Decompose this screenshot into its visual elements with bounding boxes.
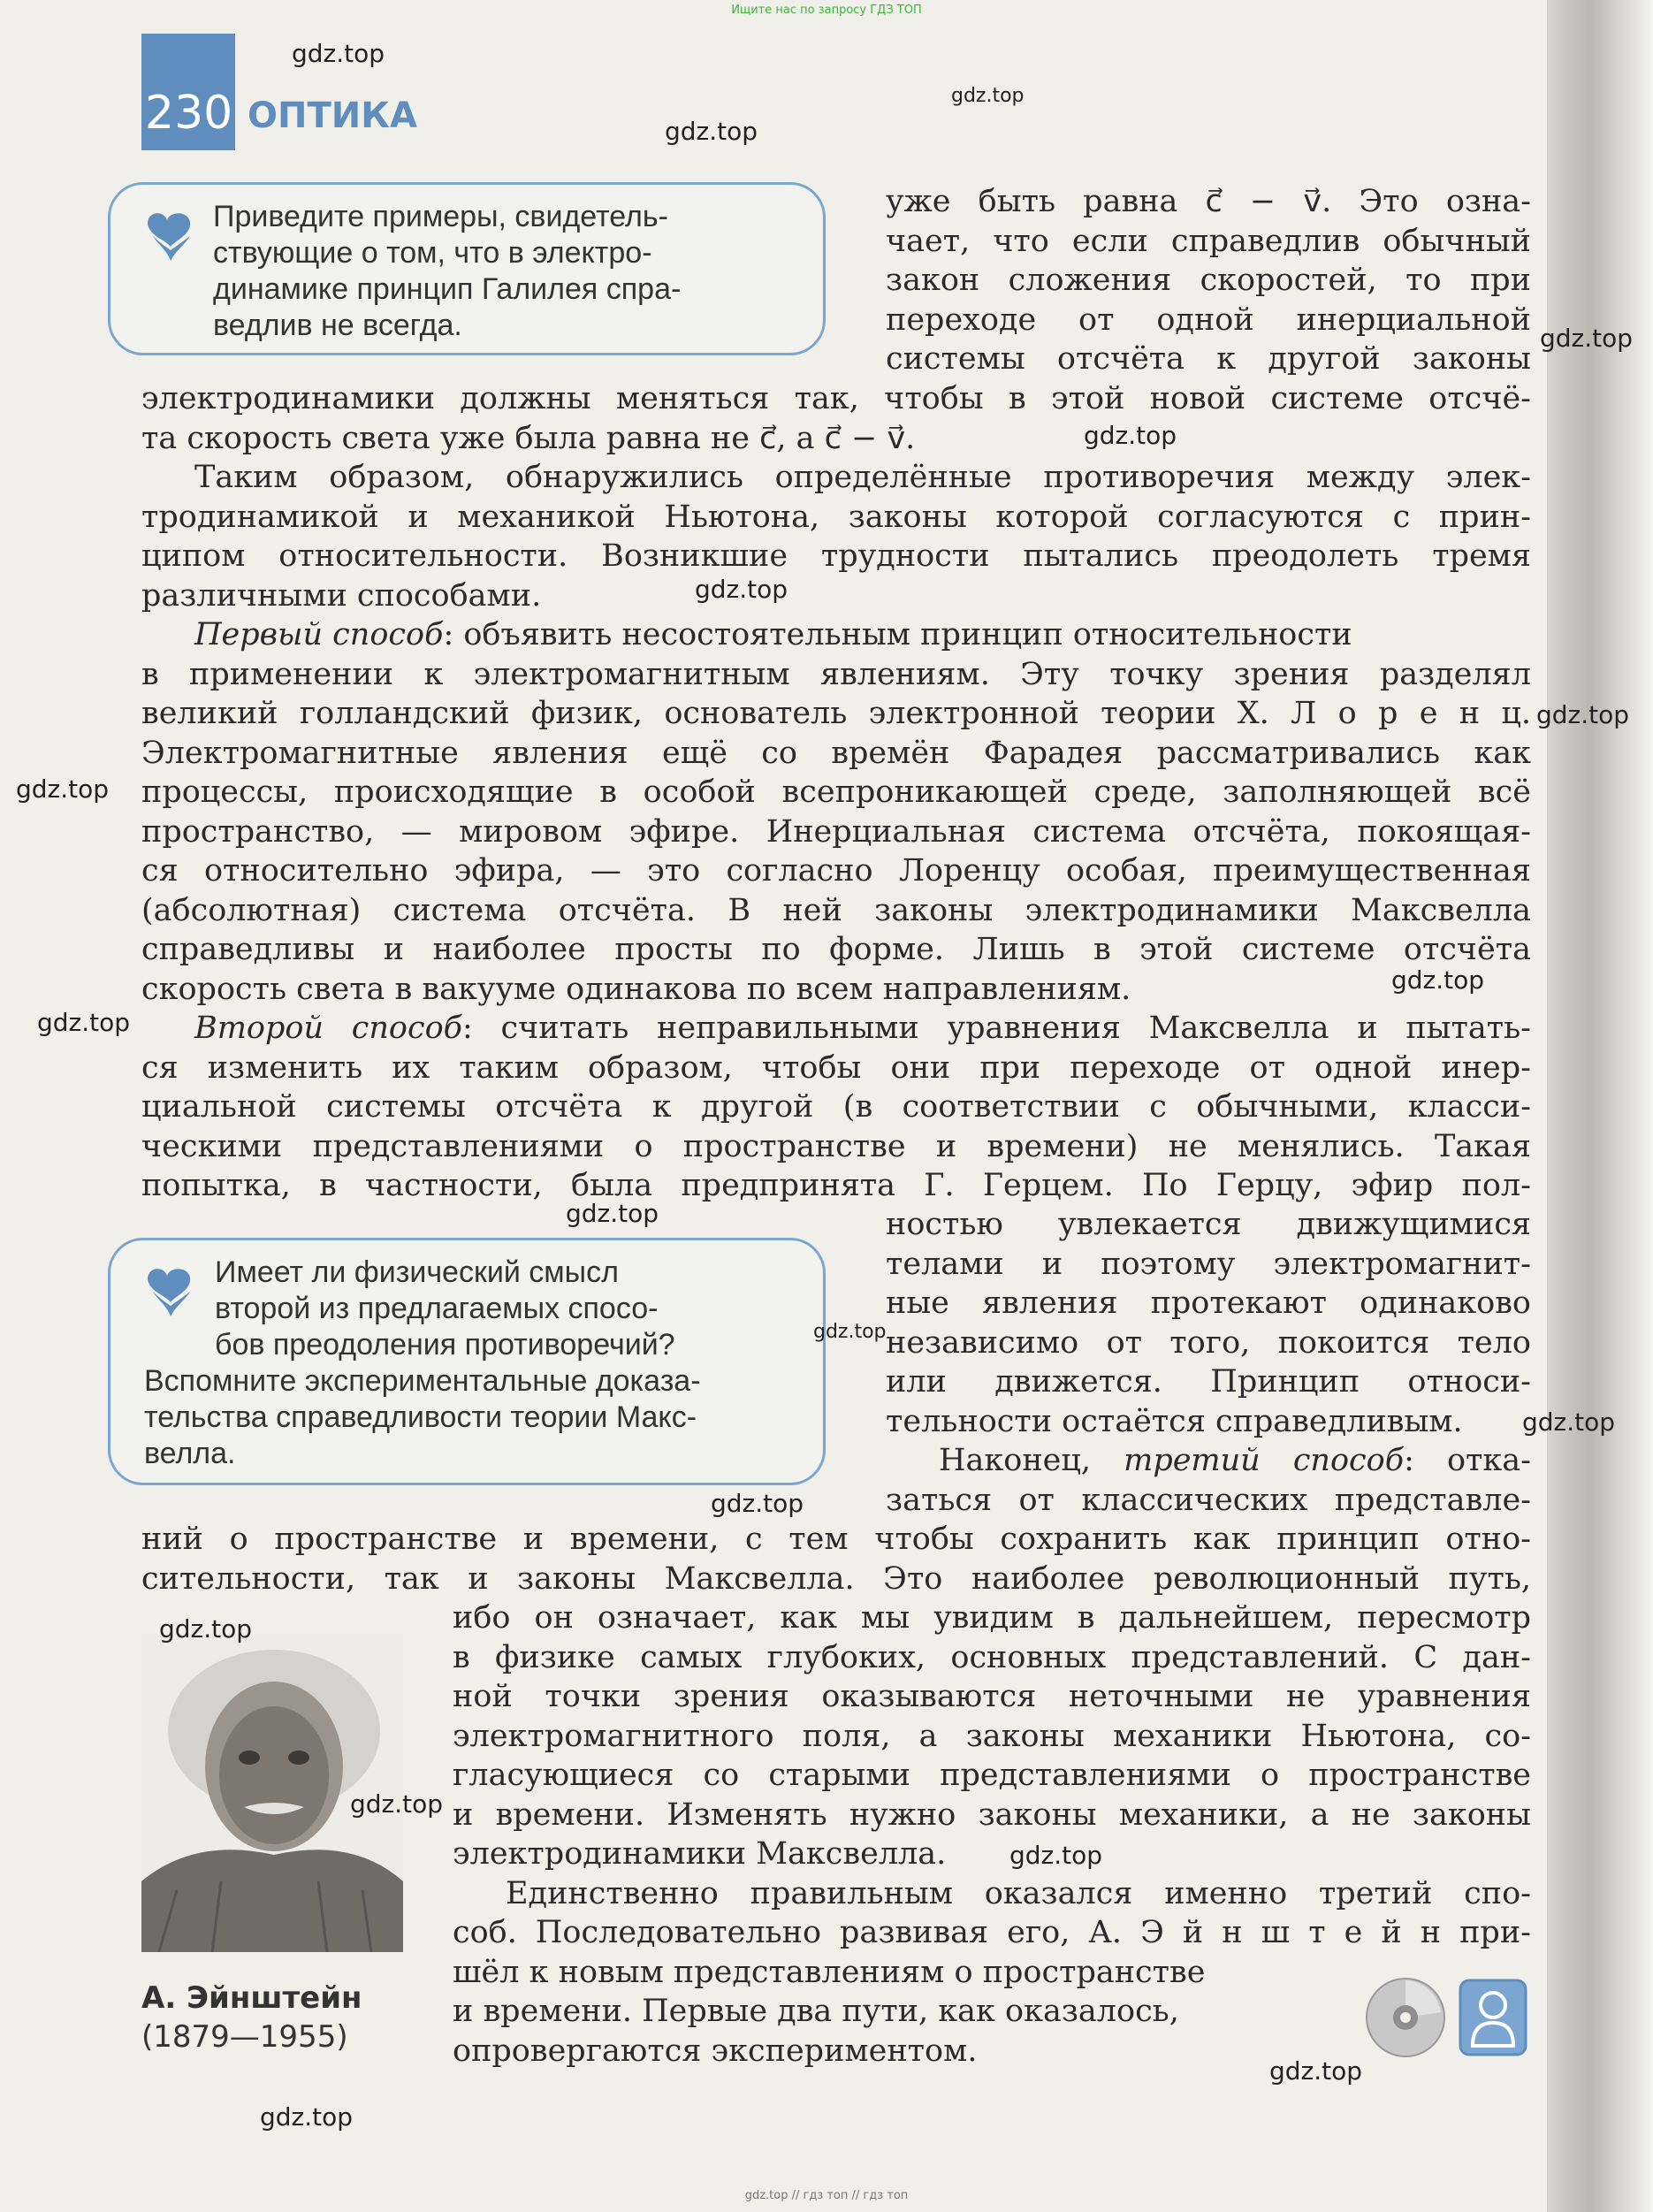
text-line: соб. Последовательно развивая его, А. Э й н ш т е й н при- — [453, 1915, 1531, 1950]
text-line: электромагнитного поля, а законы механики Ньютона, со- — [453, 1718, 1531, 1754]
text-block-3 — [141, 615, 1531, 1009]
text-line: электродинамики должны меняться так, чтобы в этой новой системе отсчё- — [141, 381, 1531, 416]
portrait-caption-name: А. Эйнштейн — [141, 1980, 362, 2016]
text-line: ные явления протекают одинаково — [886, 1285, 1531, 1321]
text-line: или движется. Принцип относи- — [886, 1364, 1531, 1400]
text-line: заться от классических представле- — [886, 1482, 1531, 1518]
text-fragment: : отка- — [1404, 1443, 1531, 1478]
text-line: великий голландский физик, основатель электронной теории Х. Л о р е н ц. — [141, 696, 1531, 731]
question-box-1 — [108, 182, 826, 355]
text-line — [886, 1441, 1531, 1481]
watermark: gdz.top — [813, 1321, 887, 1343]
text-line: процессы, происходящие в особой всепроникающей среде, заполняющей всё — [141, 774, 1531, 810]
watermark: gdz.top — [159, 1614, 253, 1644]
text-line: ностью увлекается движущимися — [886, 1207, 1531, 1242]
text-line: ципом относительности. Возникшие трудности пытались преодолеть тремя — [141, 538, 1531, 574]
section-title: ОПТИКА — [248, 95, 417, 136]
text-line: ний о пространстве и времени, с тем чтобы сохранить как принцип отно- — [141, 1522, 1531, 1557]
text-line: ибо он означает, как мы увидим в дальнейшем, пересмотр — [453, 1600, 1531, 1636]
text-line: телами и поэтому электромагнит- — [886, 1246, 1531, 1282]
watermark: gdz.top — [1391, 965, 1485, 995]
text-line — [141, 615, 1531, 655]
method-1-label: Первый способ — [194, 617, 444, 652]
watermark: gdz.top — [1269, 2056, 1363, 2086]
text-line: ся изменить их таким образом, чтобы они при переходе от одной инер- — [141, 1049, 1531, 1086]
method-2-label: Второй способ — [194, 1011, 463, 1046]
text-line: чает, что если справедлив обычный — [886, 223, 1531, 259]
text-line: уже быть равна c⃗ − v⃗. Это озна- — [886, 184, 1531, 219]
text-line: системы отсчёта к другой законы — [886, 341, 1531, 377]
watermark: gdz.top — [1536, 700, 1630, 729]
watermark: gdz.top — [16, 774, 110, 804]
portrait-caption-years: (1879—1955) — [141, 2019, 348, 2055]
cd-disc-icon — [1365, 1977, 1446, 2058]
text-block-1-right — [886, 182, 1531, 379]
person-icon — [1459, 1979, 1527, 2056]
text-line: тродинамикой и механикой Ньютона, законы которой согласуются с прин- — [141, 499, 1531, 535]
watermark: gdz.top — [1084, 421, 1177, 450]
text-line: ческими представлениями о пространстве и времени) не менялись. Такая — [141, 1128, 1531, 1164]
text-line: Электромагнитные явления ещё со времён Фарадея рассматривались как — [141, 735, 1531, 771]
text-line: Единственно правильным оказался именно третий спо- — [506, 1875, 1531, 1911]
text-line: шёл к новым представлениям о пространстве — [453, 1954, 1206, 1990]
text-line: различными способами. — [141, 577, 542, 614]
text-line: пространство, — мировом эфире. Инерциальная система отсчёта, покоящая- — [141, 813, 1531, 850]
text-line: в применении к электромагнитным явлениям. Эту точку зрения разделял — [141, 656, 1531, 692]
text-block-1-full — [141, 379, 1531, 458]
text-line: и времени. Первые два пути, как оказалось, — [453, 1994, 1179, 2029]
question-2-line: велла. — [144, 1437, 236, 1470]
text-line: переходе от одной инерциальной — [886, 301, 1531, 338]
watermark: gdz.top — [951, 85, 1025, 107]
text-fragment: Наконец, — [939, 1443, 1124, 1478]
text-line: тельности остаётся справедливым. — [886, 1403, 1463, 1439]
page-number: 230 — [145, 87, 233, 140]
text-line: попытка, в частности, была предпринята Г. Герцем. По Герцу, эфир пол- — [141, 1168, 1531, 1203]
text-fragment: : считать неправильными уравнения Максвелла и пытать- — [462, 1011, 1531, 1046]
top-note: Ищите нас по запросу ГДЗ ТОП — [731, 4, 922, 17]
question-1-line: динамике принцип Галилея спра- — [213, 272, 682, 306]
text-line: независимо от того, покоится тело — [886, 1324, 1531, 1361]
text-block-5-right — [886, 1205, 1531, 1520]
question-icon — [141, 206, 199, 264]
text-line: та скорость света уже была равна не c⃗, а c⃗ − v⃗. — [141, 420, 916, 456]
question-2-line: Вспомните экспериментальные доказа- — [144, 1364, 701, 1398]
question-1-line: Приведите примеры, свидетель- — [213, 200, 668, 233]
watermark: gdz.top — [711, 1489, 804, 1518]
text-line: и времени. Изменять нужно законы механики, а не законы — [453, 1796, 1531, 1833]
question-2-line: Имеет ли физический смысл — [215, 1255, 619, 1289]
question-1-line: ствующие о том, что в электро- — [213, 236, 652, 270]
question-box-2 — [108, 1238, 826, 1485]
text-line: (абсолютная) система отсчёта. В ней законы электродинамики Максвелла — [141, 892, 1531, 928]
watermark: gdz.top — [1522, 1407, 1616, 1437]
text-line — [141, 1009, 1531, 1049]
watermark: gdz.top — [665, 117, 758, 146]
text-line: закон сложения скоростей, то при — [886, 263, 1531, 298]
watermark: gdz.top — [37, 1008, 131, 1037]
question-2-line: бов преодоления противоречий? — [215, 1328, 675, 1362]
text-block-6-full — [141, 1520, 1531, 1598]
method-3-label: третий способ — [1124, 1443, 1405, 1478]
text-block-4 — [141, 1009, 1531, 1206]
watermark: gdz.top — [260, 2102, 354, 2132]
text-line: гласующиеся со старыми представлениями о пространстве — [453, 1758, 1531, 1793]
text-line: циальной системы отсчёта к другой (в соответствии с обычными, класси- — [141, 1089, 1531, 1125]
text-line: Таким образом, обнаружились определённые противоречия между элек- — [194, 460, 1531, 495]
text-line: опровергаются экспериментом. — [453, 2033, 978, 2069]
watermark: gdz.top — [350, 1789, 444, 1819]
text-line: сительности, так и законы Максвелла. Это наиболее революционный путь, — [141, 1560, 1531, 1597]
text-line: электродинамики Максвелла. — [453, 1836, 947, 1872]
text-line: скорость света в вакууме одинакова по всем направлениям. — [141, 971, 1131, 1007]
watermark: gdz.top — [566, 1199, 659, 1228]
bottom-note: gdz.top // гдз топ // гдз топ — [744, 2189, 909, 2202]
question-1-line: ведлив не всегда. — [213, 309, 462, 342]
watermark: gdz.top — [695, 575, 788, 604]
watermark: gdz.top — [292, 39, 385, 68]
text-line: ной точки зрения оказываются неточными не уравнения — [453, 1679, 1531, 1714]
watermark: gdz.top — [1540, 324, 1634, 353]
text-line: в физике самых глубоких, основных представлений. С дан- — [453, 1639, 1531, 1675]
question-2-line: второй из предлагаемых спосо- — [215, 1292, 659, 1325]
text-fragment: : объявить несостоятельным принцип относительности — [443, 617, 1352, 652]
text-line: ся относительно эфира, — это согласно Лоренцу особая, преимущественная — [141, 853, 1531, 889]
text-block-2 — [141, 458, 1531, 615]
question-2-line: тельства справедливости теории Макс- — [144, 1400, 697, 1434]
text-line: справедливы и наиболее просты по форме. Лишь в этой системе отсчёта — [141, 932, 1531, 967]
watermark: gdz.top — [1009, 1841, 1103, 1870]
